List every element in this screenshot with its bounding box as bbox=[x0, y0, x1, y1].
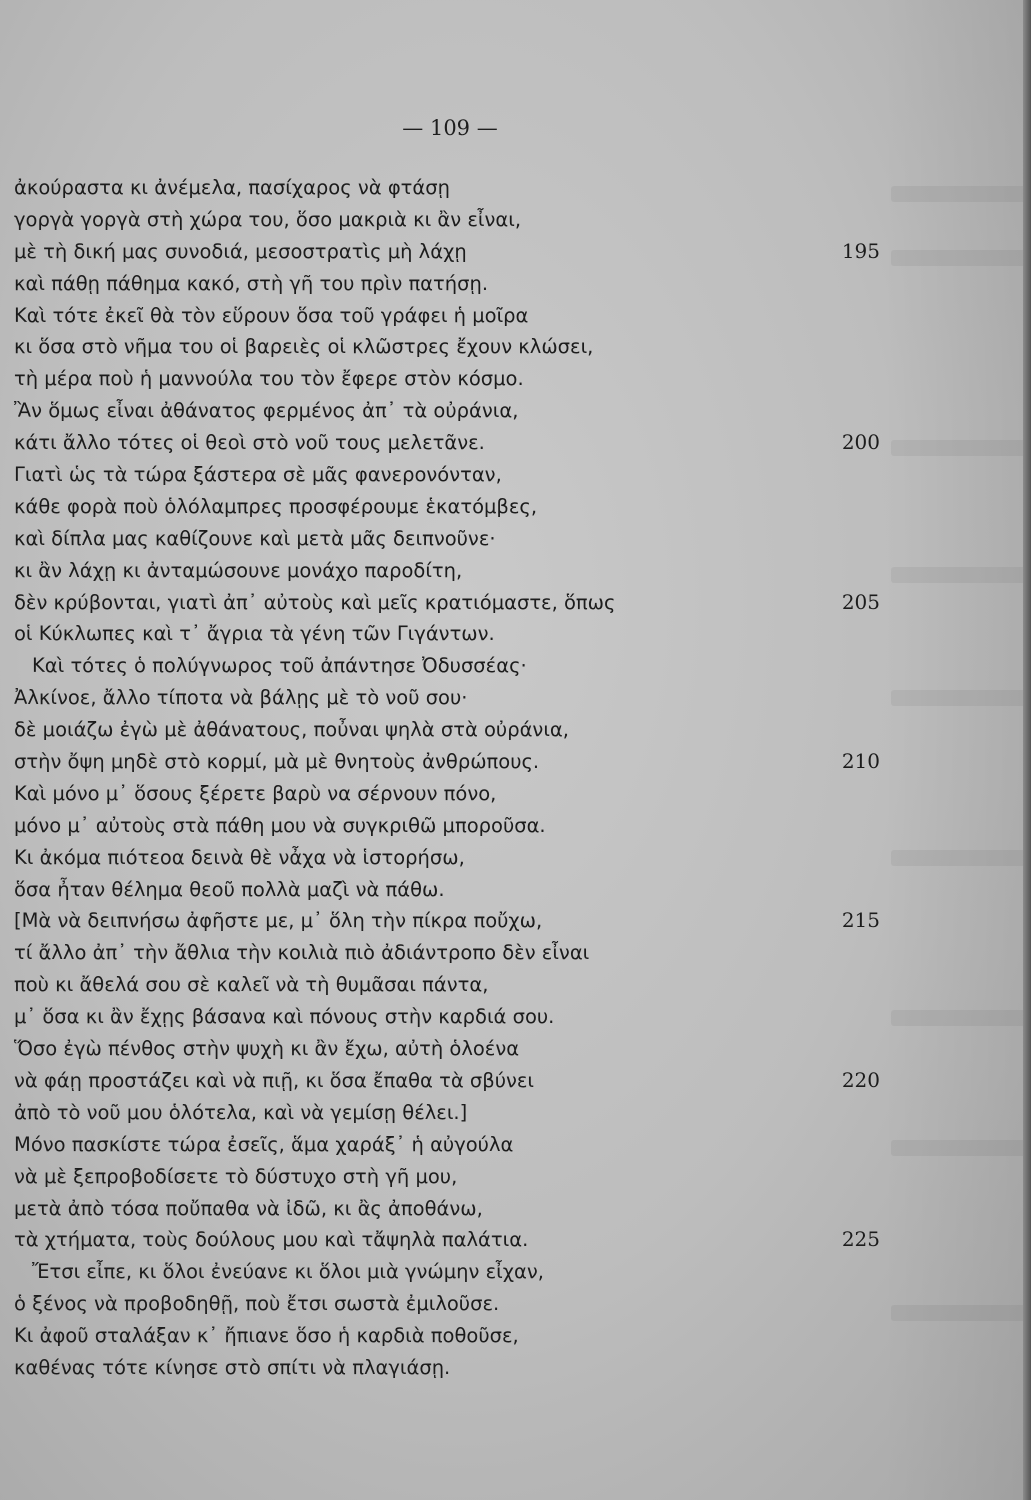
verse-text: [Μὰ νὰ δειπνήσω ἀφῆστε με, μ᾽ ὅλη τὴν πίκρα ποὔχω, bbox=[14, 909, 543, 933]
verse-line bbox=[0, 1065, 900, 1097]
verse-line bbox=[0, 172, 900, 204]
poem-text-block bbox=[0, 172, 900, 1384]
verse-text: τὴ μέρα ποὺ ἡ μαννούλα του τὸν ἔφερε στὸν κόσμο. bbox=[14, 367, 524, 391]
page-edge-shadow bbox=[1023, 0, 1031, 1500]
verse-line bbox=[0, 331, 900, 363]
verse-text: Καὶ τότε ἐκεῖ θὰ τὸν εὕρουν ὅσα τοῦ γράφει ἡ μοῖρα bbox=[14, 303, 529, 327]
verse-line bbox=[0, 874, 900, 906]
verse-line bbox=[0, 842, 900, 874]
verse-line bbox=[0, 746, 900, 778]
verse-line bbox=[0, 1352, 900, 1384]
verse-text: οἱ Κύκλωπες καὶ τ᾽ ἄγρια τὰ γένη τῶν Γιγάντων. bbox=[14, 622, 495, 646]
verse-text: τί ἄλλο ἀπ᾽ τὴν ἄθλια τὴν κοιλιὰ πιὸ ἀδιάντροπο δὲν εἶναι bbox=[14, 941, 590, 965]
verse-text: μ᾽ ὅσα κι ἂν ἔχῃς βάσανα καὶ πόνους στὴν καρδιά σου. bbox=[14, 1005, 555, 1029]
verse-line bbox=[0, 300, 900, 332]
verse-text: Ἔτσι εἶπε, κι ὅλοι ἐνεύανε κι ὅλοι μιὰ γνώμην εἶχαν, bbox=[32, 1260, 544, 1284]
verse-line bbox=[0, 1320, 900, 1352]
verse-text: μὲ τὴ δική μας συνοδιά, μεσοστρατὶς μὴ λάχῃ bbox=[14, 239, 467, 263]
verse-text: δὲ μοιάζω ἐγὼ μὲ ἀθάνατους, ποὖναι ψηλὰ στὰ οὐράνια, bbox=[14, 718, 569, 742]
verse-text: μόνο μ᾽ αὐτοὺς στὰ πάθη μου νὰ συγκριθῶ μποροῦσα. bbox=[14, 813, 546, 837]
verse-line bbox=[0, 682, 900, 714]
line-number: 225 bbox=[841, 1227, 880, 1252]
verse-text: Καὶ τότες ὁ πολύγνωρος τοῦ ἀπάντησε Ὀδυσσέας· bbox=[32, 654, 527, 678]
line-number: 195 bbox=[841, 238, 880, 263]
verse-text: κάτι ἄλλο τότες οἱ θεοὶ στὸ νοῦ τους μελετᾶνε. bbox=[14, 431, 485, 455]
verse-line bbox=[0, 459, 900, 491]
verse-line bbox=[0, 555, 900, 587]
verse-line bbox=[0, 778, 900, 810]
verse-line bbox=[0, 937, 900, 969]
verse-text: δὲν κρύβονται, γιατὶ ἀπ᾽ αὐτοὺς καὶ μεῖς κρατιόμαστε, ὅπως bbox=[14, 590, 616, 614]
verse-line bbox=[0, 1033, 900, 1065]
line-number: 205 bbox=[841, 589, 880, 614]
verse-text: Γιατὶ ὡς τὰ τώρα ξάστερα σὲ μᾶς φανερονόνταν, bbox=[14, 463, 502, 487]
verse-line bbox=[0, 1001, 900, 1033]
line-number: 215 bbox=[841, 908, 880, 933]
line-number: 210 bbox=[841, 749, 880, 774]
bleed-mark bbox=[891, 690, 1031, 706]
verse-text: κάθε φορὰ ποὺ ὁλόλαμπρες προσφέρουμε ἑκατόμβες, bbox=[14, 494, 538, 518]
verse-text: κι ὅσα στὸ νῆμα του οἱ βαρειὲς οἱ κλῶστρες ἔχουν κλώσει, bbox=[14, 335, 594, 359]
page-number: — 109 — bbox=[402, 116, 498, 140]
verse-line bbox=[0, 523, 900, 555]
verse-line bbox=[0, 1097, 900, 1129]
bleed-mark bbox=[891, 186, 1031, 202]
verse-line bbox=[0, 395, 900, 427]
verse-text: καὶ πάθῃ πάθημα κακό, στὴ γῆ του πρὶν πατήσῃ. bbox=[14, 271, 489, 295]
verse-line bbox=[0, 587, 900, 619]
verse-text: ἀπὸ τὸ νοῦ μου ὁλότελα, καὶ νὰ γεμίσῃ θέλει.] bbox=[14, 1100, 468, 1124]
bleed-mark bbox=[891, 440, 1031, 456]
verse-text: Ἂν ὅμως εἶναι ἀθάνατος φερμένος ἀπ᾽ τὰ οὐράνια, bbox=[14, 399, 519, 423]
line-number: 200 bbox=[841, 430, 880, 455]
verse-line bbox=[0, 491, 900, 523]
verse-text: καθένας τότε κίνησε στὸ σπίτι νὰ πλαγιάσῃ. bbox=[14, 1355, 451, 1379]
verse-text: Κι ἀκόμα πιότεοα δεινὰ θὲ νἆχα νὰ ἱστορήσω, bbox=[14, 845, 465, 869]
bleed-mark bbox=[891, 250, 1031, 266]
verse-text: καὶ δίπλα μας καθίζουνε καὶ μετὰ μᾶς δειπνοῦνε· bbox=[14, 526, 496, 550]
verse-line bbox=[0, 969, 900, 1001]
verse-text: στὴν ὄψη μηδὲ στὸ κορμί, μὰ μὲ θνητοὺς ἀνθρώπους. bbox=[14, 750, 540, 774]
verse-text: κι ἂν λάχῃ κι ἀνταμώσουνε μονάχο παροδίτη, bbox=[14, 558, 463, 582]
verse-text: νὰ μὲ ξεπροβοδίσετε τὸ δύστυχο στὴ γῆ μου, bbox=[14, 1164, 458, 1188]
verse-text: Μόνο πασκίστε τώρα ἐσεῖς, ἅμα χαράξ᾽ ἡ αὐγούλα bbox=[14, 1132, 514, 1156]
verse-line bbox=[0, 618, 900, 650]
verse-text: ποὺ κι ἄθελά σου σὲ καλεῖ νὰ τὴ θυμᾶσαι πάντα, bbox=[14, 973, 489, 997]
verse-text: τὰ χτήματα, τοὺς δούλους μου καὶ τἄψηλὰ παλάτια. bbox=[14, 1228, 529, 1252]
verse-line bbox=[0, 1256, 900, 1288]
verse-line bbox=[0, 236, 900, 268]
verse-line bbox=[0, 905, 900, 937]
bleed-mark bbox=[891, 1140, 1031, 1156]
bleed-mark bbox=[891, 850, 1031, 866]
verse-text: μετὰ ἀπὸ τόσα ποὔπαθα νὰ ἰδῶ, κι ἂς ἀποθάνω, bbox=[14, 1196, 483, 1220]
bleed-mark bbox=[891, 1305, 1031, 1321]
facing-page-bleed-through bbox=[881, 0, 1031, 1500]
verse-text: νὰ φάῃ προστάζει καὶ νὰ πιῇ, κι ὅσα ἔπαθα τὰ σβύνει bbox=[14, 1068, 535, 1092]
verse-line bbox=[0, 650, 900, 682]
verse-line bbox=[0, 204, 900, 236]
verse-text: Καὶ μόνο μ᾽ ὅσους ξέρετε βαρὺ να σέρνουν πόνο, bbox=[14, 781, 497, 805]
verse-line bbox=[0, 1288, 900, 1320]
verse-text: γοργὰ γοργὰ στὴ χώρα του, ὅσο μακριὰ κι ἂν εἶναι, bbox=[14, 207, 522, 231]
verse-line bbox=[0, 1161, 900, 1193]
verse-text: Ἀλκίνοε, ἄλλο τίποτα νὰ βάλῃς μὲ τὸ νοῦ σου· bbox=[14, 686, 468, 710]
verse-line bbox=[0, 1129, 900, 1161]
verse-text: ὅσα ἦταν θέλημα θεοῦ πολλὰ μαζὶ νὰ πάθω. bbox=[14, 877, 445, 901]
verse-line bbox=[0, 714, 900, 746]
verse-line bbox=[0, 268, 900, 300]
verse-line bbox=[0, 1193, 900, 1225]
verse-text: Ὅσο ἐγὼ πένθος στὴν ψυχὴ κι ἂν ἔχω, αὐτὴ ὁλοένα bbox=[14, 1037, 520, 1061]
bleed-mark bbox=[891, 567, 1031, 583]
verse-line bbox=[0, 427, 900, 459]
verse-line bbox=[0, 1224, 900, 1256]
verse-line bbox=[0, 363, 900, 395]
verse-text: ὁ ξένος νὰ προβοδηθῇ, ποὺ ἔτσι σωστὰ ἐμιλοῦσε. bbox=[14, 1292, 500, 1316]
verse-text: ἀκούραστα κι ἀνέμελα, πασίχαρος νὰ φτάσῃ bbox=[14, 176, 450, 199]
verse-text: Κι ἀφοῦ σταλάξαν κ᾽ ἤπιανε ὅσο ἡ καρδιὰ ποθοῦσε, bbox=[14, 1324, 519, 1348]
line-number: 220 bbox=[841, 1067, 880, 1092]
verse-line bbox=[0, 810, 900, 842]
bleed-mark bbox=[891, 1010, 1031, 1026]
